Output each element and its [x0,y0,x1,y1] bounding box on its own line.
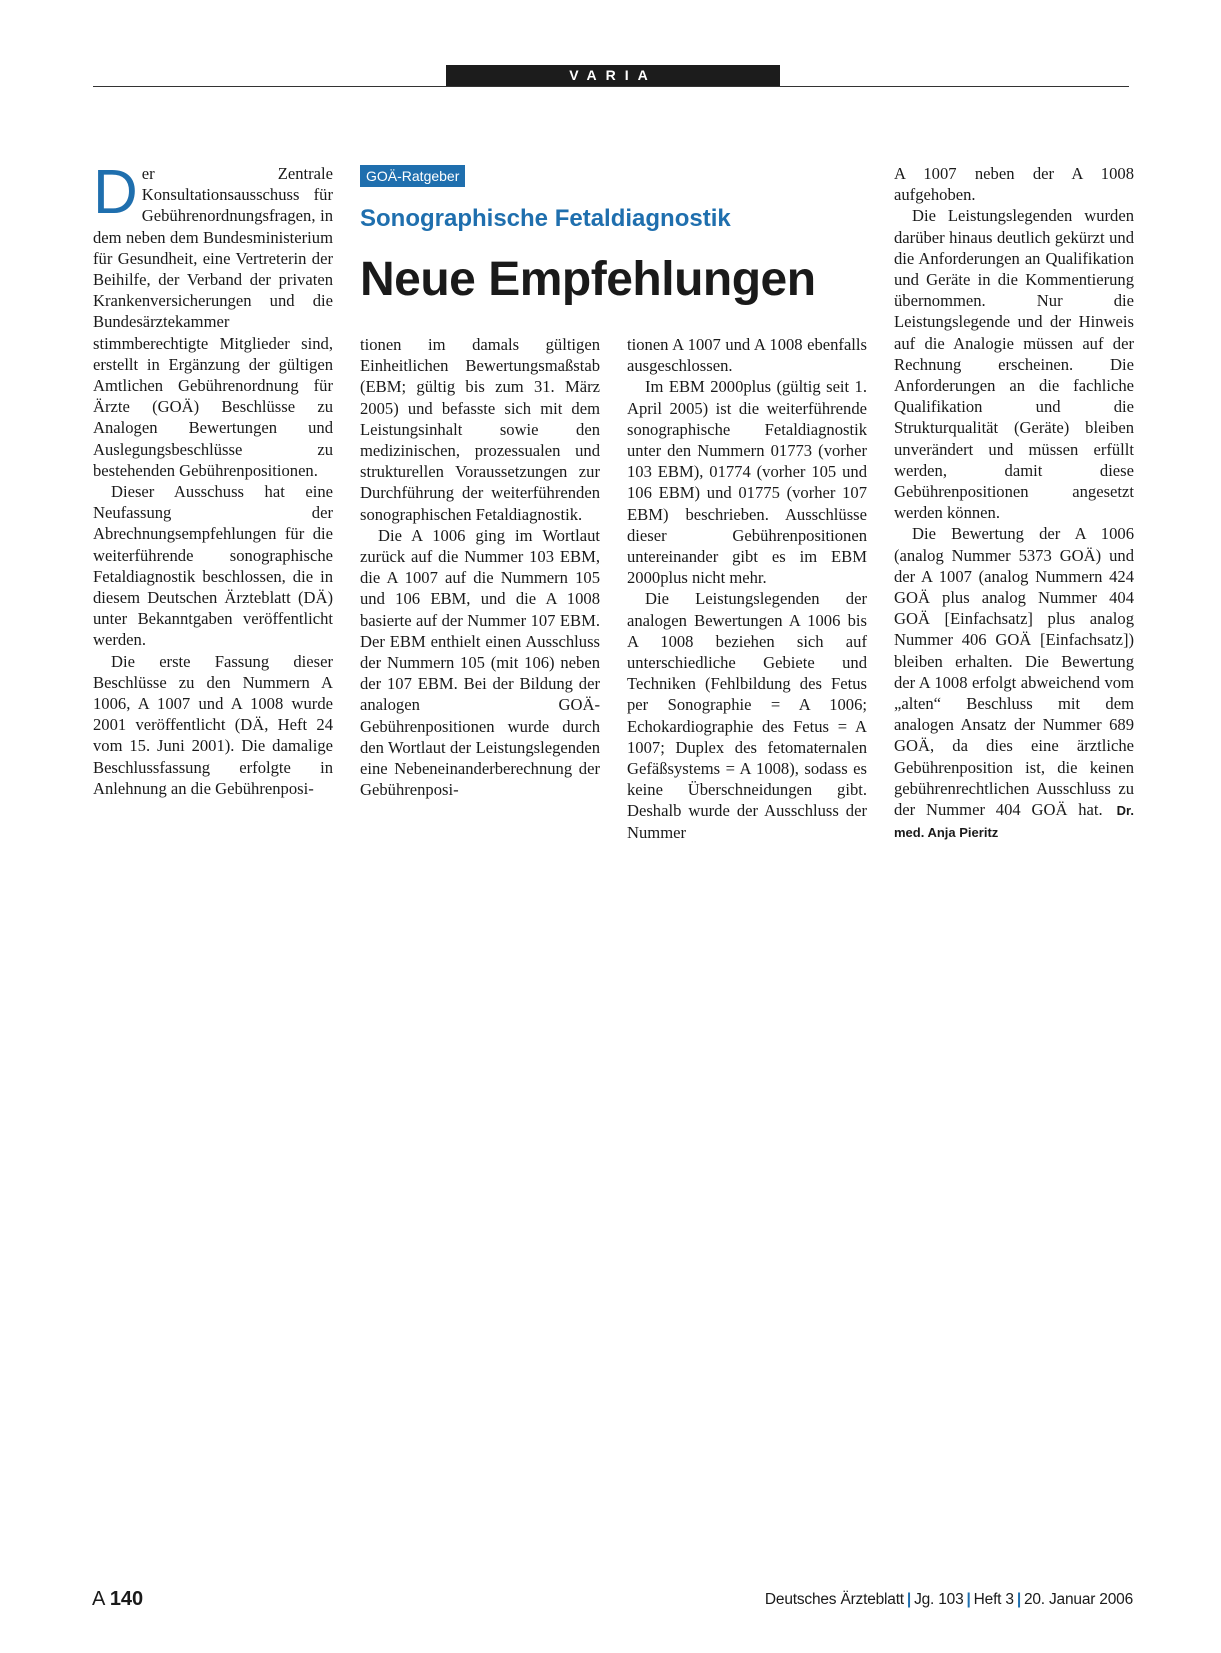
issue-date: 20. Januar 2006 [1023,1591,1133,1608]
paragraph: tionen im damals gültigen Einheitlichen Bewertungsmaßstab (EBM; gültig bis zum 31. März 2005) und befasste sich mit dem Leistungsinhalt sowie den medizinischen, prozessualen und strukturellen Voraussetzungen zur Durchführung der weiterführenden sonographischen Fetaldiagnostik. [360,335,600,524]
paragraph: Die A 1006 ging im Wortlaut zurück auf die Nummer 103 EBM, die A 1007 auf die Nummern 105 und 106 EBM, und die A 1008 basierte auf der Nummer 107 EBM. Der EBM enthielt einen Ausschluss der Nummern 105 (mit 106) neben der 107 EBM. Bei der Bildung der analogen GOÄ-Gebührenpositionen wurde durch den Wortlaut der Leistungslegenden eine Nebeneinanderberechnung der Gebührenposi- [360,525,600,800]
page-number: A 140 [92,1588,144,1610]
article-column-1 [93,158,333,799]
journal-name: Deutsches Ärzteblatt [764,1591,904,1608]
article-column-3 [627,334,867,843]
paragraph: Die Bewertung der A 1006 (analog Nummer 5373 GOÄ) und der A 1007 (analog Nummern 424 GOÄ plus analog Nummer 404 GOÄ [Einfachsatz] plus analog Nummer 406 GOÄ [Einfachsatz]) bleiben erhalten. Die Bewertung der A 1008 erfolgt abweichend vom „alten“ Beschluss mit dem analogen Ansatz der Nummer 689 GOÄ, da dies eine ärztliche Gebührenposition ist, die keinen gebührenrechtlichen Ausschluss zu der Nummer 404 GOÄ hat. Dr. med. Anja Pieritz [894,524,1134,841]
divider: | [1016,1591,1021,1608]
section-label: VARIA [446,65,780,86]
category-badge: GOÄ-Ratgeber [360,165,465,187]
drop-cap: D [93,158,138,227]
paragraph: Die Leistungslegenden der analogen Bewertungen A 1006 bis A 1008 beziehen sich auf unterschiedliche Gebiete und Techniken (Fehlbildung des Fetus per Sonographie = A 1006; Echokardiographie des Fetus = A 1007; Duplex des fetomaternalen Gefäßsystems = A 1008), sodass es keine Überschneidungen gibt. Deshalb wurde der Ausschluss der Nummer [627,589,867,842]
divider: | [906,1591,912,1608]
volume: Jg. 103 [914,1591,964,1608]
paragraph: Dieser Ausschuss hat eine Neufassung der Abrechnungsempfehlungen für die weiterführende sonographische Fetaldiagnostik beschlossen, die in diesem Deutschen Ärzteblatt (DÄ) unter Bekanntgaben veröffentlicht werden. [93,482,333,650]
paragraph: Im EBM 2000plus (gültig seit 1. April 2005) ist die weiterführende sonographische Fetaldiagnostik unter den Nummern 01773 (vorher 103 EBM), 01774 (vorher 105 und 106 EBM) und 01775 (vorher 107 EBM) beschrieben. Ausschlüsse dieser Gebührenpositionen untereinander gibt es im EBM 2000plus nicht mehr. [627,377,867,588]
article-headline: Neue Empfehlungen [360,253,816,306]
paragraph: A 1007 neben der A 1008 aufgehoben. [894,164,1134,205]
paragraph: Die erste Fassung dieser Beschlüsse zu den Nummern A 1006, A 1007 und A 1008 wurde 2001 veröffentlicht (DÄ, Heft 24 vom 15. Juni 2001). Die damalige Beschlussfassung erfolgte in Anlehnung an die Gebührenposi- [93,651,333,798]
paragraph: Der Zentrale Konsultationsausschuss für Gebührenordnungsfragen, in dem neben dem Bundesministerium für Gesundheit, eine Vertreterin der Beihilfe, der Verband der privaten Krankenversicherungen und die Bundesärztekammer stimmberechtigte Mitglieder sind, erstellt in Ergänzung der gültigen Amtlichen Gebührenordnung für Ärzte (GOÄ) Beschlüsse zu Analogen Bewertungen und Auslegungsbeschlüsse zu bestehenden Gebührenpositionen. [93,158,333,480]
article-subtitle: Sonographische Fetaldiagnostik [360,205,731,232]
article-column-4 [894,163,1134,844]
issue: Heft 3 [973,1591,1014,1608]
paragraph: Die Leistungslegenden wurden darüber hinaus deutlich gekürzt und die Anforderungen an Qualifikation und Geräte in die Kommentierung übernommen. Nur die Leistungslegende und der Hinweis auf die Analogie müssen auf der Rechnung erscheinen. Die Anforderungen an die fachliche Qualifikation und die Strukturqualität (Geräte) bleiben unverändert und müssen erfüllt werden, damit diese Gebührenpositionen angesetzt werden können. [894,206,1134,523]
journal-footer [765,1590,1133,1610]
header-rule [93,86,1129,87]
article-column-2 [360,334,600,800]
author-byline: Dr. med. Anja Pieritz [894,803,1134,841]
paragraph: tionen A 1007 und A 1008 ebenfalls ausgeschlossen. [627,335,867,376]
divider: | [966,1591,971,1608]
